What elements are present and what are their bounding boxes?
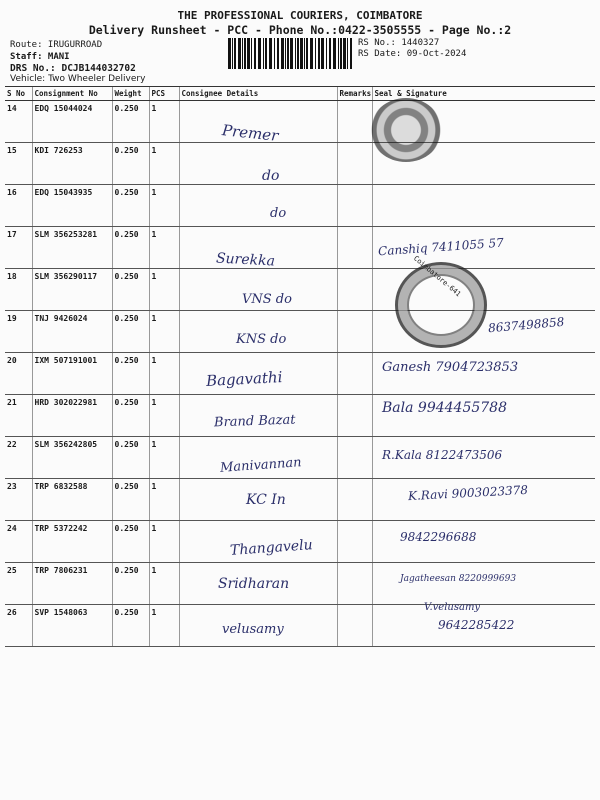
barcode-bar <box>347 38 348 69</box>
barcode-image <box>228 38 353 69</box>
row-sno: 24 <box>5 521 32 563</box>
barcode-bar <box>343 38 346 69</box>
row-pcs: 1 <box>149 479 179 521</box>
barcode-bar <box>297 38 299 69</box>
row-remarks <box>337 479 372 521</box>
row-consignment: SVP 1548063 <box>32 605 112 647</box>
col-consignment: Consignment No <box>32 87 112 101</box>
staff-label: Staff: MANI <box>10 52 70 62</box>
col-remarks: Remarks <box>337 87 372 101</box>
row-pcs: 1 <box>149 227 179 269</box>
row-remarks <box>337 311 372 353</box>
row-weight: 0.250 <box>112 101 149 143</box>
row-sno: 23 <box>5 479 32 521</box>
handwritten-consignee-18: VNS do <box>242 292 292 307</box>
row-weight: 0.250 <box>112 353 149 395</box>
vehicle-label: Vehicle: Two Wheeler Delivery <box>10 74 146 84</box>
barcode-bar <box>318 38 320 69</box>
row-consignment: TRP 7806231 <box>32 563 112 605</box>
row-weight: 0.250 <box>112 437 149 479</box>
barcode-bar <box>287 38 289 69</box>
row-weight: 0.250 <box>112 563 149 605</box>
row-sno: 16 <box>5 185 32 227</box>
handwritten-consignee-14: Premer <box>221 121 280 145</box>
row-consignee <box>179 143 337 185</box>
drs-label: DRS No.: DCJB144032702 <box>10 63 136 74</box>
barcode-bar <box>281 38 284 69</box>
handwritten-consignee-25: Sridharan <box>218 576 290 592</box>
barcode-bar <box>321 38 324 69</box>
row-weight: 0.250 <box>112 311 149 353</box>
row-sno: 20 <box>5 353 32 395</box>
row-consignment: SLM 356290117 <box>32 269 112 311</box>
row-consignment: SLM 356253281 <box>32 227 112 269</box>
row-remarks <box>337 521 372 563</box>
handwritten-signature-22: R.Kala 8122473506 <box>382 448 503 462</box>
handwritten-signature-20: Ganesh 7904723853 <box>382 360 519 375</box>
barcode-bar <box>274 38 275 69</box>
handwritten-signature-19: 8637498858 <box>487 314 565 336</box>
row-remarks <box>337 227 372 269</box>
row-remarks <box>337 185 372 227</box>
row-remarks <box>337 437 372 479</box>
handwritten-signature-24: 9842296688 <box>400 530 477 544</box>
row-sno: 14 <box>5 101 32 143</box>
row-consignment: EDQ 15044024 <box>32 101 112 143</box>
barcode-bar <box>263 38 264 69</box>
handwritten-signature-25: Jagatheesan 8220999693 <box>400 574 517 584</box>
row-remarks <box>337 269 372 311</box>
barcode-bar <box>258 38 261 69</box>
col-consignee: Consignee Details <box>179 87 337 101</box>
row-consignee <box>179 185 337 227</box>
barcode-bar <box>295 38 296 69</box>
barcode-bar <box>238 38 241 69</box>
row-weight: 0.250 <box>112 395 149 437</box>
row-remarks <box>337 353 372 395</box>
barcode-bar <box>265 38 267 69</box>
handwritten-consignee-17: Surekka <box>215 250 276 270</box>
row-pcs: 1 <box>149 185 179 227</box>
barcode-bar <box>228 38 231 69</box>
rs-number: RS No.: 1440327 <box>358 38 440 48</box>
barcode-bar <box>242 38 243 69</box>
barcode-bar <box>232 38 233 69</box>
handwritten-consignee-20: Bagavathi <box>205 368 283 390</box>
row-sno: 17 <box>5 227 32 269</box>
row-pcs: 1 <box>149 521 179 563</box>
barcode-bar <box>304 38 305 69</box>
barcode-bar <box>251 38 252 69</box>
barcode-bar <box>234 38 236 69</box>
barcode-bar <box>338 38 339 69</box>
row-remarks <box>337 101 372 143</box>
handwritten-signature-23: K.Ravi 9003023378 <box>407 482 529 504</box>
row-sno: 21 <box>5 395 32 437</box>
handwritten-consignee-23: KC In <box>246 492 286 508</box>
row-remarks <box>337 395 372 437</box>
row-weight: 0.250 <box>112 269 149 311</box>
barcode-bar <box>326 38 327 69</box>
barcode-bar <box>306 38 308 69</box>
row-sno: 18 <box>5 269 32 311</box>
barcode-bar <box>315 38 316 69</box>
row-remarks <box>337 143 372 185</box>
table-row <box>5 185 595 227</box>
handwritten-signature-21: Bala 9944455788 <box>382 400 507 416</box>
handwritten-signature-26b: 9642285422 <box>438 618 515 632</box>
barcode-bar <box>350 38 352 69</box>
rs-date: RS Date: 09-Oct-2024 <box>358 49 467 59</box>
col-sno: S No <box>5 87 32 101</box>
barcode-bar <box>310 38 313 69</box>
barcode-bar <box>329 38 331 69</box>
route-label: Route: IRUGURROAD <box>10 40 103 50</box>
row-pcs: 1 <box>149 437 179 479</box>
row-pcs: 1 <box>149 605 179 647</box>
seal-stamp-top <box>370 98 442 162</box>
barcode-bar <box>254 38 256 69</box>
row-pcs: 1 <box>149 101 179 143</box>
col-pcs: PCS <box>149 87 179 101</box>
runsheet-subtitle: Delivery Runsheet - PCC - Phone No.:0422-3505555 - Page No.:2 <box>88 23 512 37</box>
company-title: THE PROFESSIONAL COURIERS, COIMBATORE <box>177 9 423 22</box>
barcode-bar <box>247 38 250 69</box>
seal-stamp-text: Coimbatore-641 <box>411 254 463 299</box>
table-row <box>5 269 595 311</box>
handwritten-consignee-22: Manivannan <box>219 455 302 476</box>
row-pcs: 1 <box>149 395 179 437</box>
table-row <box>5 143 595 185</box>
barcode-bar <box>333 38 336 69</box>
handwritten-consignee-21: Brand Bazat <box>213 412 296 431</box>
row-pcs: 1 <box>149 563 179 605</box>
row-sno: 25 <box>5 563 32 605</box>
barcode-bar <box>244 38 246 69</box>
barcode-bar <box>300 38 303 69</box>
row-weight: 0.250 <box>112 143 149 185</box>
barcode-bar <box>277 38 279 69</box>
handwritten-consignee-26: velusamy <box>222 622 284 637</box>
handwritten-consignee-15: do <box>262 168 280 184</box>
row-pcs: 1 <box>149 269 179 311</box>
row-weight: 0.250 <box>112 521 149 563</box>
row-consignment: KDI 726253 <box>32 143 112 185</box>
row-consignment: TRP 5372242 <box>32 521 112 563</box>
barcode-bar <box>285 38 286 69</box>
row-sno: 26 <box>5 605 32 647</box>
table-row <box>5 101 595 143</box>
row-pcs: 1 <box>149 143 179 185</box>
row-sno: 19 <box>5 311 32 353</box>
row-consignment: TNJ 9426024 <box>32 311 112 353</box>
row-consignment: TRP 6832588 <box>32 479 112 521</box>
handwritten-consignee-19: KNS do <box>236 332 287 347</box>
handwritten-consignee-16: do <box>270 206 287 221</box>
table-row <box>5 227 595 269</box>
barcode-bar <box>269 38 272 69</box>
row-weight: 0.250 <box>112 479 149 521</box>
row-consignment: EDQ 15043935 <box>32 185 112 227</box>
seal-stamp-middle <box>395 254 487 348</box>
handwritten-signature-17: Canshiq 7411055 57 <box>377 235 505 259</box>
row-weight: 0.250 <box>112 227 149 269</box>
row-consignment: SLM 356242805 <box>32 437 112 479</box>
row-seal <box>372 185 595 227</box>
row-remarks <box>337 605 372 647</box>
row-pcs: 1 <box>149 311 179 353</box>
col-weight: Weight <box>112 87 149 101</box>
row-consignment: HRD 302022981 <box>32 395 112 437</box>
row-sno: 15 <box>5 143 32 185</box>
col-seal: Seal & Signature <box>372 87 595 101</box>
row-weight: 0.250 <box>112 605 149 647</box>
table-header-row <box>5 87 595 101</box>
row-weight: 0.250 <box>112 185 149 227</box>
row-consignment: IXM 507191001 <box>32 353 112 395</box>
barcode-bar <box>340 38 342 69</box>
barcode-bar <box>290 38 293 69</box>
handwritten-signature-26a: V.velusamy <box>424 602 481 613</box>
row-remarks <box>337 563 372 605</box>
row-pcs: 1 <box>149 353 179 395</box>
row-sno: 22 <box>5 437 32 479</box>
handwritten-consignee-24: Thangavelu <box>229 537 314 559</box>
